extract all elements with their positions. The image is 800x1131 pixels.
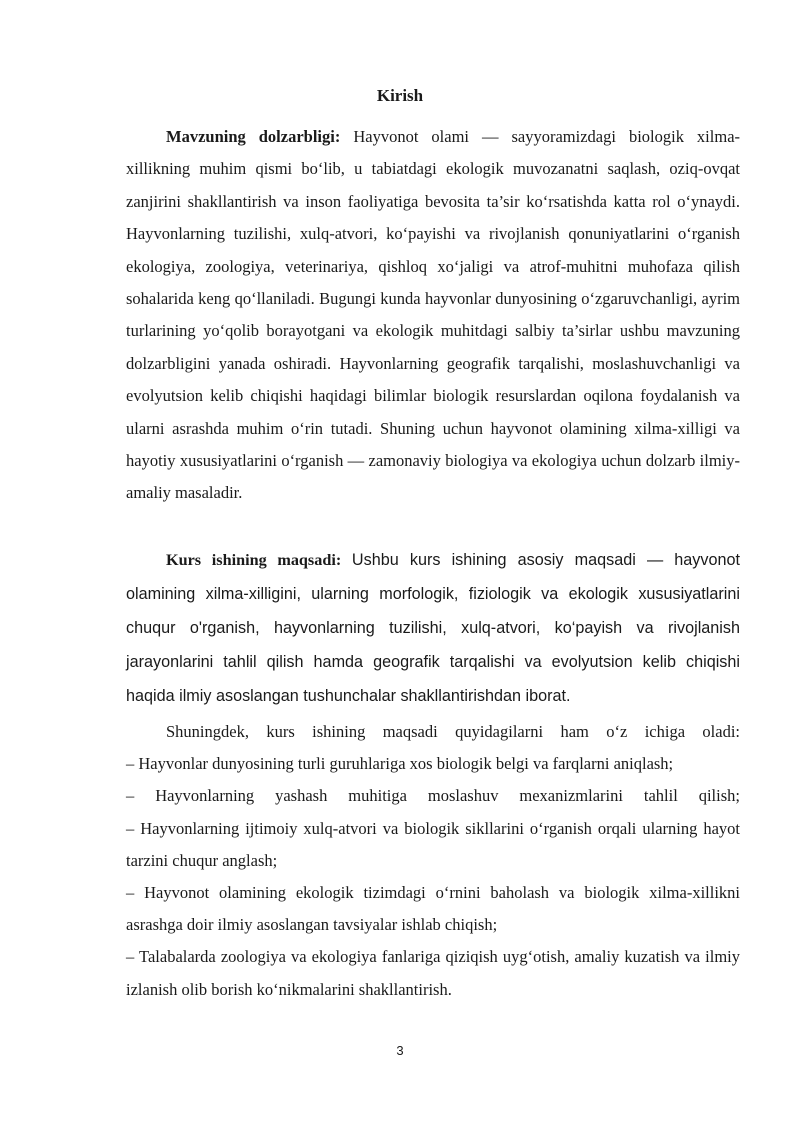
objective-item: – Hayvonot olamining ekologik tizimdagi o‘rnini baholash va biologik xilma-xillikni asrashga doir ilmiy asoslangan tavsiyalar ishlab chiqish; xyxy=(126,883,740,935)
goal-text: Ushbu kurs ishining asosiy maqsadi — hayvonot olamining xilma-xilligini, ularning morfologik, fiziologik va ekologik xususiyatlarini chuqur o'rganish, hayvonlarning tuzilishi, xulq-atvori, ko‘payish va rivojlanish jarayonlarini tahlil qilish hamda geografik tarqalishi va evolyutsion kelib chiqishi haqida ilmiy asoslangan tushunchalar shakllantirishdan iborat. xyxy=(126,551,740,705)
objective-item: – Talabalarda zoologiya va ekologiya fanlariga qiziqish uyg‘otish, amaliy kuzatish va ilmiy izlanish olib borish ko‘nikmalarini shakllantirish. xyxy=(126,947,740,999)
objective-item: – Hayvonlarning ijtimoiy xulq-atvori va biologik sikllarini o‘rganish orqali ularning hayot tarzini chuqur anglash; xyxy=(126,818,740,870)
section-heading: Kirish xyxy=(376,86,424,105)
goal-paragraph xyxy=(126,543,740,713)
page-number: 3 xyxy=(396,1043,404,1058)
objective-item: – Hayvonlarning yashash muhitiga moslashuv mexanizmlarini tahlil qilish; xyxy=(126,786,740,806)
relevance-text: Hayvonot olami — sayyoramizdagi biologik xilma-xillikning muhim qismi bo‘lib, u tabiatdagi ekologik muvozanatni saqlash, oziq-ovqat zanjirini shakllantirish va inson faoliyatiga bevosita ta’sir ko‘rsatishda katta rol o‘ynaydi. Hayvonlarning tuzilishi, xulq-atvori, ko‘payishi va rivojlanish qonuniyatlarini o‘rganish ekologiya, zoologiya, veterinariya, qishloq xo‘jaligi va atrof-muhitni muhofaza qilish sohalarida keng qo‘llaniladi. Bugungi kunda hayvonlar dunyosining o‘zgaruvchanligi, ayrim turlarining yo‘qolib borayotgani va ekologik muhitdagi salbiy ta’sirlar ushbu mavzuning dolzarbligini yanada oshiradi. Hayvonlarning geografik tarqalishi, moslashuvchanligi va evolyutsion kelib chiqishi haqidagi bilimlar biologik resurslardan oqilona foydalanish va ularni asrashda muhim o‘rin tutadi. Shuning uchun hayvonot olamining xilma-xilligi va hayotiy xususiyatlarini o‘rganish — zamonaviy biologiya va ekologiya uchun dolzarb ilmiy-amaliy masaladir. xyxy=(126,127,741,503)
objectives-block xyxy=(126,716,740,1006)
objectives-intro: Shuningdek, kurs ishining maqsadi quyidagilarni ham o‘z ichiga oladi: xyxy=(166,722,740,741)
objective-item: – Hayvonlar dunyosining turli guruhlariga xos biologik belgi va farqlarni aniqlash; xyxy=(126,754,674,774)
relevance-paragraph xyxy=(126,121,740,510)
relevance-label: Mavzuning dolzarbligi: xyxy=(166,127,341,146)
goal-label: Kurs ishining maqsadi: xyxy=(166,551,342,569)
